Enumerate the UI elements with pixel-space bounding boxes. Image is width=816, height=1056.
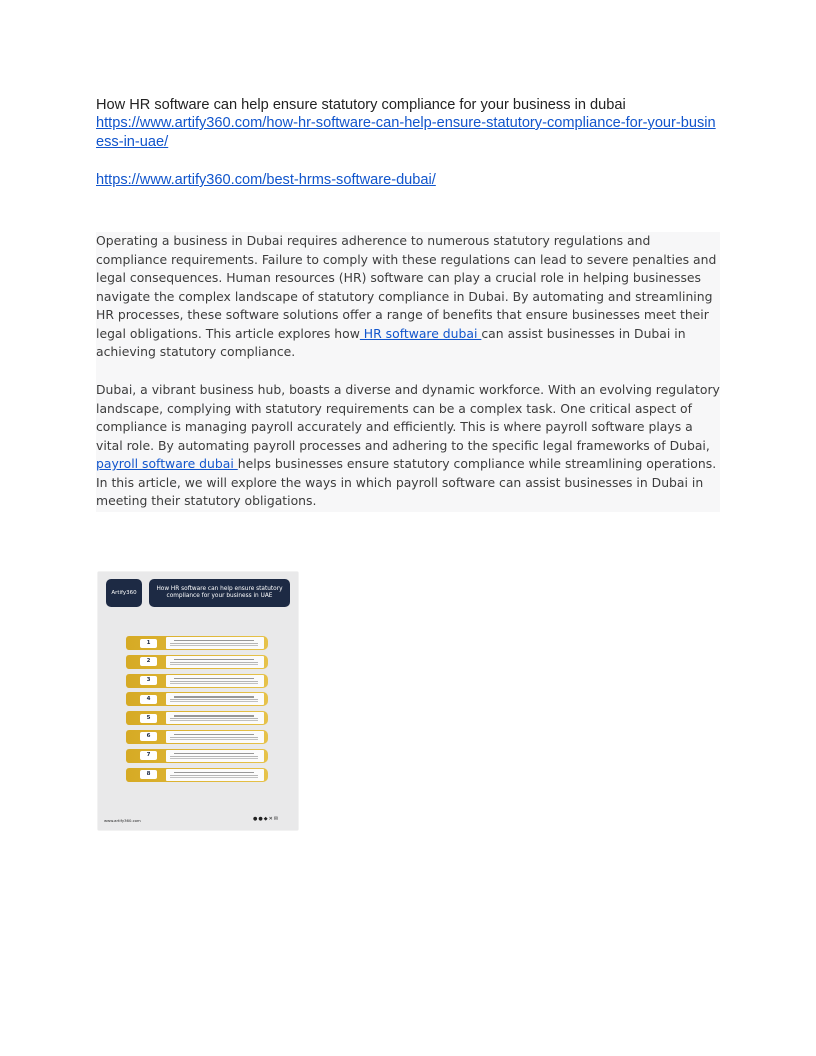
paragraph-1-text-before: Operating a business in Dubai requires adherence to numerous statutory regulations and compliance requirements. Failure to comply with these regulations can lead to severe penalties and legal consequences. Human resources (HR) software can play a crucial role in helping businesses navigate the complex landscape of statutory compliance in Dubai. By automating and streamlining HR processes, these software solutions offer a range of benefits that ensure businesses meet their legal obligations. This article explores how — [96, 233, 717, 341]
twitter-icon: ◆ — [263, 816, 269, 822]
document-page — [96, 96, 720, 508]
step-number: 6 — [140, 732, 157, 741]
document-title: How HR software can help ensure statutory compliance for your business in dubai — [96, 97, 626, 113]
step-number: 2 — [140, 657, 157, 666]
email-icon: ✉ — [273, 816, 280, 822]
url-link-2[interactable]: https://www.artify360.com/best-hrms-software-dubai/ — [96, 172, 436, 188]
infographic-banner: How HR software can help ensure statutory compliance for your business in UAE — [149, 579, 290, 607]
url-link-1[interactable]: https://www.artify360.com/how-hr-software-can-help-ensure-statutory-compliance-for-your-business-in-uae/ — [96, 115, 716, 150]
facebook-icon: ● — [253, 816, 259, 822]
paragraph-1-text-after: can assist businesses in Dubai in achieving statutory compliance. — [96, 325, 686, 359]
step-text — [166, 675, 264, 687]
step-number: 4 — [140, 695, 157, 704]
step-item — [126, 749, 268, 763]
step-text — [166, 750, 264, 762]
step-number: 3 — [140, 676, 157, 685]
step-item — [126, 655, 268, 669]
paragraph-2-text-after: helps businesses ensure statutory compliance while streamlining operations. In this article, we will explore the ways in which payroll software can assist businesses in Dubai in meeting their statutory obligations. — [96, 456, 717, 508]
x-icon: ✕ — [268, 816, 274, 822]
artify360-logo: Artify360 — [106, 579, 142, 607]
step-item — [126, 711, 268, 725]
step-item — [126, 636, 268, 650]
paragraph-2 — [96, 381, 720, 511]
step-item — [126, 730, 268, 744]
step-number: 7 — [140, 751, 157, 760]
step-text — [166, 731, 264, 743]
hr-software-dubai-link[interactable]: HR software dubai — [359, 325, 482, 341]
payroll-software-dubai-link[interactable]: payroll software dubai — [96, 456, 238, 471]
step-text — [166, 656, 264, 668]
step-text — [166, 637, 264, 649]
step-text — [166, 712, 264, 724]
infographic-image — [98, 572, 298, 830]
step-item — [126, 692, 268, 706]
step-text — [166, 769, 264, 781]
infographic-footer-url: www.artify360.com — [104, 818, 141, 823]
paragraph-2-text-before: Dubai, a vibrant business hub, boasts a diverse and dynamic workforce. With an evolving regulatory landscape, complying with statutory requirements can be a complex task. One critical aspect of compliance is managing payroll accurately and efficiently. This is where payroll software plays a vital role. By automating payroll processes and adhering to the specific legal frameworks of Dubai, — [96, 382, 720, 453]
step-item — [126, 768, 268, 782]
step-number: 8 — [140, 770, 157, 779]
step-number: 5 — [140, 714, 157, 723]
pinterest-icon: ● — [258, 816, 264, 822]
step-number: 1 — [140, 639, 157, 648]
social-icons — [253, 816, 279, 822]
step-item — [126, 674, 268, 688]
paragraph-1 — [96, 232, 720, 362]
step-text — [166, 693, 264, 705]
infographic-steps — [126, 636, 268, 786]
